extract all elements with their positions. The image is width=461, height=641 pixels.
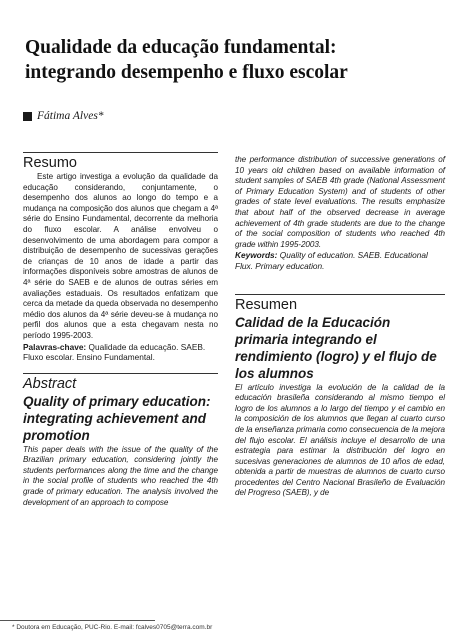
abstract-text-right: the performance distribution of successive generations of 10 years old children based on available information of student samples of SAEB 4th grade (National Assessment of Primary Education System) and of students of other grades of state level evaluations. The results emphasize that about half of the observed decrease in average achievement of 4th grade students are due to the change of the social composition of students who reached 4th grade within 1995-2003. <box>235 155 445 249</box>
resumo-heading: Resumo <box>23 155 77 171</box>
abstract-heading: Abstract <box>23 375 77 392</box>
resumo-text: Este artigo investiga a evolução da qualidade da educação considerando, conjuntamente, o desempenho dos alunos ao longo do tempo e a mudança na composição dos alunos que chegam a 4ª série do Ensino Fundamental, decorrente da melhoria do fluxo escolar. A análise envolveu o desenvolvimento de uma abordagem para compor a distribuição de desempenho de sucessivas gerações de crianças de 10 anos de idade a partir das informações disponíveis sobre amostras de alunos de 4ª série do SAEB e de alunos de outras séries em avaliações estaduais. Os resultados enfatizam que cerca da metade da queda observada no desempenho médio dos alunos da 4ª série deveu-se à mudança no perfil dos alunos que a esta chegavam nesta no período 1995-2003. <box>23 172 219 340</box>
abstract-keywords-label: Keywords: <box>235 250 278 261</box>
resumen-text: El artículo investiga la evolución de la calidad de la educación brasileña considerando al mismo tiempo el logro de los alumnos a lo largo del tiempo y el cambio en la composición de los alumnos que llegan al cuarto curso de la enseñanza primaria como consecuencia de la mejora del flujo escolar. El análisis incluye el desarrollo de una estrategia para estimar la distribución del logro en sucesivas generaciones de alumnos de 10 años de edad, obtenida a partir de muestras de alumnos de cuarto curso procedentes del Centro Nacional Brasileño de Evaluación del Progreso (SAEB), y de <box>235 382 445 498</box>
abstract-keywords-text: Quality of education. SAEB. Educational Flux. Primary education. <box>235 250 428 271</box>
article-title-line2: integrando desempenho e fluxo escolar <box>25 62 348 83</box>
resumo-keywords-label: Palavras-chave: <box>23 341 87 352</box>
resumen-title: Calidad de la Educación primaria integrando el rendimiento (logro) y el flujo de los alumnos <box>235 314 437 381</box>
resumo-keywords-text: Qualidade da educação. SAEB. Fluxo escolar. Ensino Fundamental. <box>23 341 206 363</box>
footnote-rule <box>0 620 155 621</box>
abstract-title: Quality of primary education: integrating achievement and promotion <box>23 393 211 443</box>
section-rule <box>23 152 218 153</box>
abstract-text-left: This paper deals with the issue of the quality of the Brazilian primary education, considering jointly the students performances along the time and the change in the social profile of students who reached the 4th grade of primary education. The analysis involved the development of an approach to compose <box>23 444 218 507</box>
right-column <box>235 155 445 499</box>
square-bullet-icon <box>23 112 32 121</box>
section-rule <box>235 294 445 295</box>
footnote: * Doutora em Educação, PUC-Rio. E-mail: fcalves0705@terra.com.br <box>12 624 213 631</box>
resumen-heading: Resumen <box>235 296 298 313</box>
resumo-keywords <box>23 342 218 363</box>
article-title-line1: Qualidade da educação fundamental: <box>25 37 337 58</box>
article-title <box>25 35 445 85</box>
abstract-keywords <box>235 250 445 271</box>
left-column <box>23 152 218 508</box>
author-row <box>23 109 104 123</box>
author-name: Fátima Alves* <box>37 110 104 122</box>
section-rule <box>23 373 218 374</box>
